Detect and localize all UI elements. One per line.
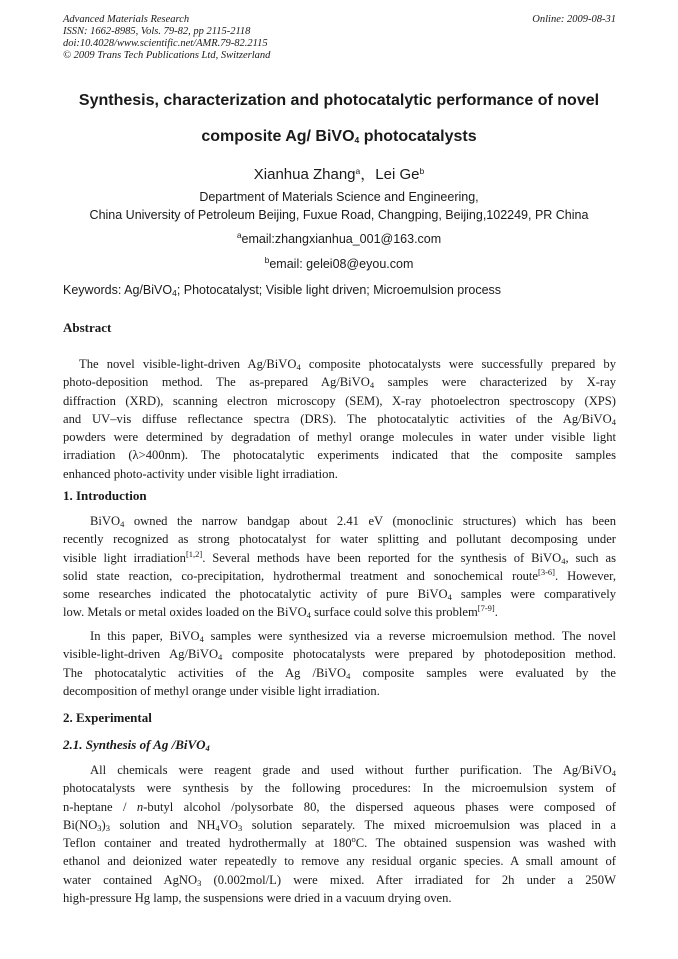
affiliation-line-2: China University of Petroleum Beijing, Fuxue Road, Changping, Beijing,102249, PR China	[89, 208, 589, 222]
affiliation-line-1: Department of Materials Science and Engineering,	[199, 190, 479, 204]
introduction-paragraph-1: BiVO$_4$ owned the narrow bandgap about 2.41 eV (monoclinic structures) which has been recently recognized as strong photocatalyst for water splitting and pollutant decomposing under visible light irradiation[1,2]. Several methods have been reported for the synthesis of BiVO$_4$, such as solid state reaction, co-precipitation, hydrothermal treatment and sonochemical route[3-6]. However, some researches indicated the photocatalytic activity of pure BiVO$_4$ samples were comparatively low. Metals or metal oxides loaded on the BiVO$_4$ surface could solve this problem[7-9].	[63, 514, 616, 621]
copyright: © 2009 Trans Tech Publications Ltd, Switzerland	[63, 50, 271, 61]
experimental-paragraph: All chemicals were reagent grade and used without further purification. The Ag/BiVO$_4$ photocatalysts were synthesis by the following procedures: In the microemulsion system of n-heptane / n-butyl alcohol /polysorbate 80, the dispersed aqueous phases were composed of $Bi(NO_3)_3$ solution and $NH_4VO_3$ solution separately. The mixed microemulsion was placed in a Teflon container and treated hydrothermally at 180$^o$C. The obtained suspension was washed with ethanol and deionized water repeatedly to remove any residual organic species. A small amount of water contained AgNO$_3$ (0.002mol/L) were mixed. After irradiated for 2h under a 250W high-pressure Hg lamp, the suspensions were dried in a vacuum drying oven.	[63, 763, 616, 906]
paper-title-line-2: composite Ag/ BiVO$_4$ photocatalysts	[201, 128, 477, 145]
journal-header	[63, 14, 616, 62]
email-b: $^b$email: gelei08@eyou.com	[264, 255, 414, 271]
authors: Xianhua Zhang$^a$，Lei Ge$^b$	[253, 166, 425, 183]
experimental-heading: 2. Experimental	[63, 710, 152, 725]
abstract-heading: Abstract	[63, 320, 112, 335]
synthesis-subheading: 2.1. Synthesis of Ag /BiVO$_4$	[63, 737, 210, 753]
introduction-paragraph-2: In this paper, BiVO$_4$ samples were synthesized via a reverse microemulsion method. The novel visible-light-driven Ag/BiVO$_4$ composite photocatalysts were prepared by photodeposition method. The photocatalytic activities of the Ag /BiVO$_4$ composite samples were evaluated by the decomposition of methyl orange under visible light irradiation.	[63, 629, 616, 698]
abstract-paragraph: The novel visible-light-driven Ag/BiVO$_4$ composite photocatalysts were successfully prepared by photo-deposition method. The as-prepared Ag/BiVO$_4$ samples were characterized by X-ray diffraction (XRD), scanning electron microscopy (SEM), X-ray photoelectron spectroscopy (XPS) and UV–vis diffuse reflectance spectra (DRS). The photocatalytic activities of the Ag/BiVO$_4$ powders were determined by degradation of methyl orange molecules in water under visible light irradiation (λ>400nm). The photocatalytic experiments indicated that the composite samples enhanced photo-activity under visible light irradiation.	[63, 357, 616, 481]
doi: doi:10.4028/www.scientific.net/AMR.79-82.2115	[63, 38, 268, 49]
author-1: Xianhua Zhang	[253, 166, 356, 183]
online-date: Online: 2009-08-31	[532, 14, 616, 25]
issn: ISSN: 1662-8985, Vols. 79-82, pp 2115-2118	[63, 26, 251, 37]
author-2: Lei Ge	[375, 166, 420, 183]
journal-name: Advanced Materials Research	[63, 14, 190, 25]
paper-title-line-1: Synthesis, characterization and photocatalytic performance of novel	[78, 92, 600, 109]
keywords: Keywords: Ag/BiVO$_4$; Photocatalyst; Visible light driven; Microemulsion process	[63, 283, 502, 298]
email-a: $^a$email:zhangxianhua_001@163.com	[236, 230, 442, 246]
introduction-heading: 1. Introduction	[63, 488, 147, 503]
